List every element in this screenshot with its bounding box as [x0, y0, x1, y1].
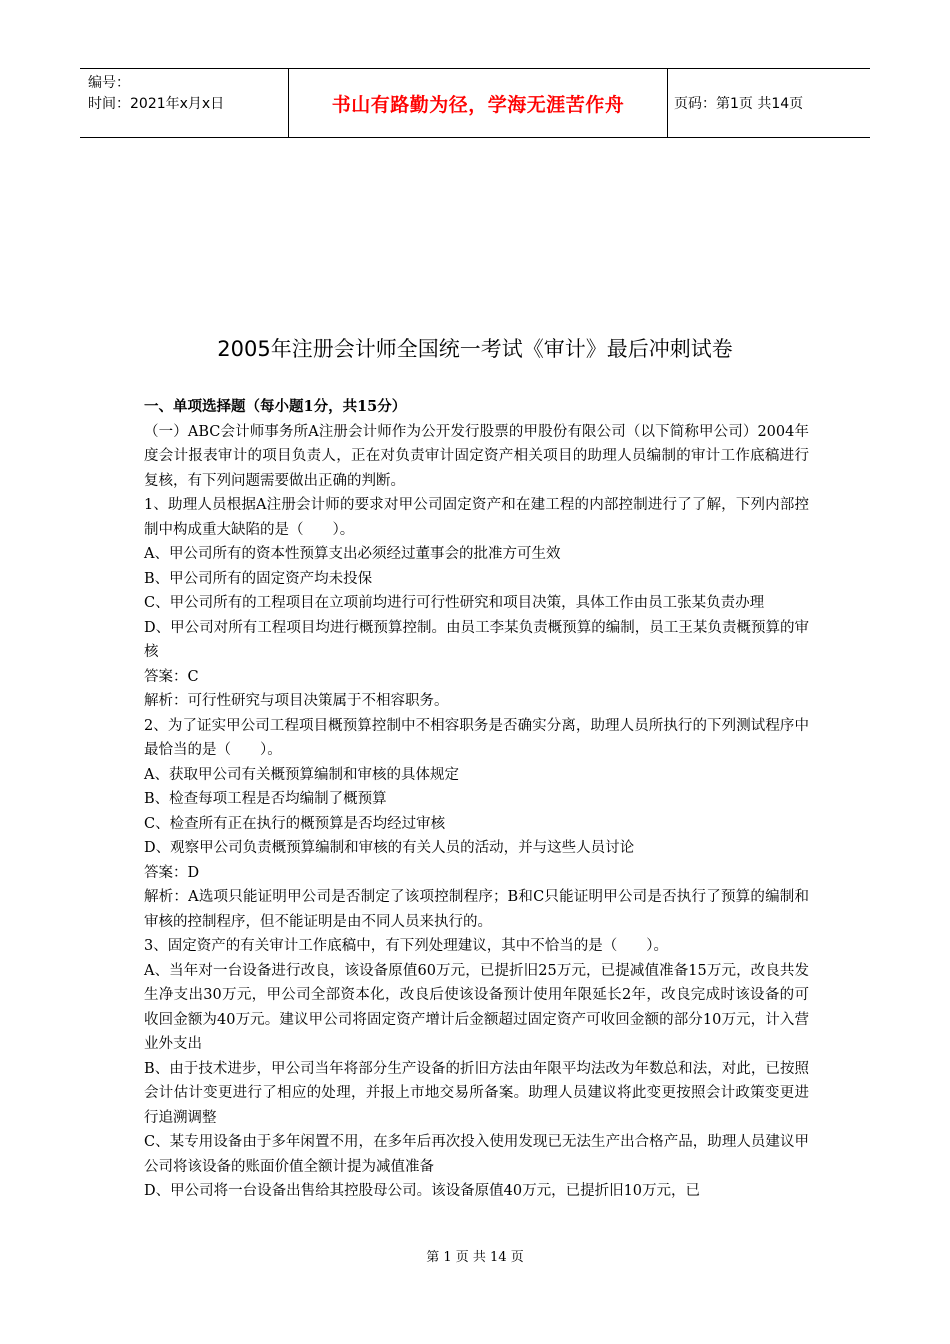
question-2-analysis: 解析：A选项只能证明甲公司是否制定了该项控制程序；B和C只能证明甲公司是否执行了预算的编制和审核的控制程序，但不能证明是由不同人员来执行的。 [144, 889, 809, 930]
question-1-option-b: B、甲公司所有的固定资产均未投保 [144, 570, 373, 587]
document-body [144, 395, 809, 1204]
question-2-answer: 答案：D [144, 864, 200, 881]
question-2-option-c: C、检查所有正在执行的概预算是否均经过审核 [144, 815, 446, 832]
question-2-option-b: B、检查每项工程是否均编制了概预算 [144, 791, 387, 807]
question-1-option-d: D、甲公司对所有工程项目均进行概预算控制。由员工李某负责概预算的编制，员工王某负责概预算的审核 [144, 619, 809, 660]
question-3-option-a: A、当年对一台设备进行改良，该设备原值60万元，已提折旧25万元，已提减值准备15万元，改良共发生净支出30万元，甲公司全部资本化，改良后使该设备预计使用年限延长2年，改良完成时该设备的可收回金额为40万元。建议甲公司将固定资产增计后金额超过固定资产可收回金额的部分10万元，计入营业外支出 [144, 962, 809, 1052]
question-1-stem: 1、助理人员根据A注册会计师的要求对甲公司固定资产和在建工程的内部控制进行了了解，下列内部控制中构成重大缺陷的是（ ）。 [144, 497, 809, 538]
question-1-analysis: 解析：可行性研究与项目决策属于不相容职务。 [144, 693, 449, 709]
question-2-option-a: A、获取甲公司有关概预算编制和审核的具体规定 [144, 766, 459, 783]
date-label: 时间：2021年x月x日 [88, 96, 225, 112]
number-label: 编号： [88, 75, 130, 91]
question-2-option-d: D、观察甲公司负责概预算编制和审核的有关人员的活动，并与这些人员讨论 [144, 840, 635, 856]
section-heading: 一、单项选择题（每小题1分，共15分） [144, 398, 407, 415]
question-1-option-c: C、甲公司所有的工程项目在立项前均进行可行性研究和项目决策，具体工作由员工张某负责办理 [144, 595, 765, 611]
question-2-stem: 2、为了证实甲公司工程项目概预算控制中不相容职务是否确实分离，助理人员所执行的下列测试程序中最恰当的是（ ）。 [144, 717, 809, 758]
question-3-stem: 3、固定资产的有关审计工作底稿中，有下列处理建议，其中不恰当的是（ ）。 [144, 938, 668, 954]
header-page-info: 页码：第1页 共14页 [674, 96, 804, 112]
question-1-answer: 答案：C [144, 668, 199, 685]
question-3-option-d: D、甲公司将一台设备出售给其控股母公司。该设备原值40万元，已提折旧10万元，已 [144, 1183, 701, 1199]
intro-paragraph: （一）ABC会计师事务所A注册会计师作为公开发行股票的甲股份有限公司（以下简称甲公司）2004年度会计报表审计的项目负责人，正在对负责审计固定资产相关项目的助理人员编制的审计工作底稿进行复核，有下列问题需要做出正确的判断。 [144, 423, 809, 489]
question-3-option-c: C、某专用设备由于多年闲置不用，在多年后再次投入使用发现已无法生产出合格产品，助理人员建议甲公司将该设备的账面价值全额计提为减值准备 [144, 1134, 809, 1175]
document-title: 2005年注册会计师全国统一考试《审计》最后冲刺试卷 [217, 337, 733, 361]
header-motto: 书山有路勤为径，学海无涯苦作舟 [289, 69, 668, 137]
header-meta [80, 69, 289, 137]
page-footer: 第 1 页 共 14 页 [426, 1250, 524, 1265]
page-header [80, 68, 870, 138]
question-1-option-a: A、甲公司所有的资本性预算支出必须经过董事会的批准方可生效 [144, 546, 561, 562]
question-3-option-b: B、由于技术进步，甲公司当年将部分生产设备的折旧方法由年限平均法改为年数总和法，对此，已按照会计估计变更进行了相应的处理，并报上市地交易所备案。助理人员建议将此变更按照会计政策变更进行追溯调整 [144, 1060, 809, 1126]
